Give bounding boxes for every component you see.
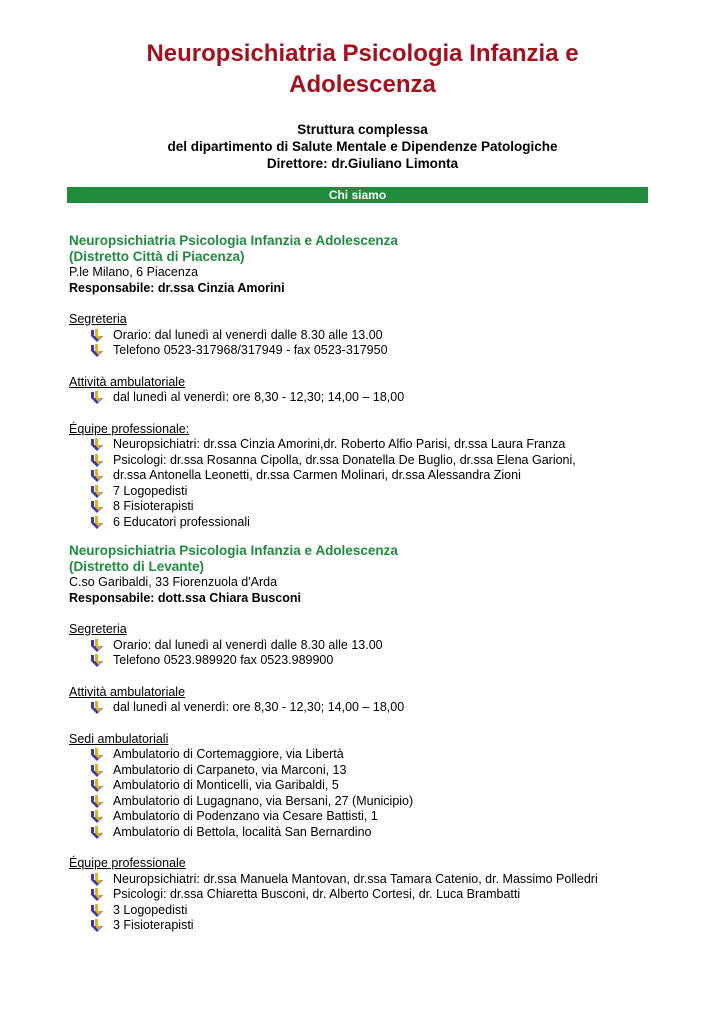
- page-title: [60, 38, 665, 100]
- list-item-text: 3 Fisioterapisti: [113, 918, 194, 932]
- list-item-text: Neuropsichiatri: dr.ssa Manuela Mantovan, dr.ssa Tamara Catenio, dr. Massimo Polledri: [113, 871, 598, 886]
- segreteria-label: Segreteria: [69, 622, 127, 636]
- subtitle-line1: Struttura complessa: [297, 122, 428, 137]
- segreteria-label: Segreteria: [69, 312, 127, 326]
- arrow-down-bullet-icon: [90, 469, 104, 483]
- list-item: [90, 918, 659, 934]
- section-levante: [69, 543, 659, 934]
- list-item-text: Telefono 0523.989920 fax 0523.989900: [113, 653, 334, 667]
- arrow-down-bullet-icon: [90, 810, 104, 824]
- arrow-down-bullet-icon: [90, 764, 104, 778]
- sedi-list: [69, 747, 659, 840]
- list-item-text: Ambulatorio di Cortemaggiore, via Libertà: [113, 747, 344, 761]
- arrow-down-bullet-icon: [90, 516, 104, 530]
- list-item-text: 3 Logopedisti: [113, 902, 188, 917]
- arrow-down-bullet-icon: [90, 500, 104, 514]
- list-item-text: Ambulatorio di Lugagnano, via Bersani, 27 (Municipio): [113, 793, 414, 808]
- page-title-line1: Neuropsichiatria Psicologia Infanzia e: [146, 40, 579, 67]
- list-item-text: Orario: dal lunedì al venerdì dalle 8.30 alle 13.00: [113, 327, 383, 342]
- list-item: [90, 437, 659, 453]
- list-item-text: Orario: dal lunedì al venerdì dalle 8.30 alle 13.00: [113, 637, 383, 652]
- equipe-list: [69, 437, 659, 530]
- section-subtitle: (Distretto di Levante): [69, 559, 205, 574]
- list-item: [90, 887, 659, 903]
- list-item: [90, 328, 659, 344]
- section-title: Neuropsichiatria Psicologia Infanzia e Adolescenza: [69, 543, 398, 558]
- equipe-list: [69, 872, 659, 934]
- list-item: [90, 700, 659, 716]
- list-item: [90, 343, 659, 359]
- arrow-down-bullet-icon: [90, 748, 104, 762]
- list-item: [90, 468, 659, 484]
- list-item-text: dal lunedì al venerdì: ore 8,30 - 12,30; 14,00 – 18,00: [113, 390, 405, 404]
- list-item: [90, 653, 659, 669]
- attivita-label: Attività ambulatoriale: [69, 374, 186, 389]
- list-item-text: Telefono 0523-317968/317949 - fax 0523-317950: [113, 343, 388, 357]
- section-piacenza: [69, 233, 659, 530]
- segreteria-list: [69, 638, 659, 669]
- list-item: [90, 794, 659, 810]
- arrow-down-bullet-icon: [90, 888, 104, 902]
- list-item: [90, 778, 659, 794]
- attivita-list: [69, 390, 659, 406]
- arrow-down-bullet-icon: [90, 919, 104, 933]
- list-item: [90, 499, 659, 515]
- list-item-text: Psicologi: dr.ssa Rosanna Cipolla, dr.ssa Donatella De Buglio, dr.ssa Elena Garioni,: [113, 452, 576, 467]
- address: C.so Garibaldi, 33 Fiorenzuola d'Arda: [69, 575, 278, 589]
- arrow-down-bullet-icon: [90, 654, 104, 668]
- responsible: Responsabile: dr.ssa Cinzia Amorini: [69, 280, 285, 295]
- arrow-down-bullet-icon: [90, 485, 104, 499]
- list-item: [90, 809, 659, 825]
- address: P.le Milano, 6 Piacenza: [69, 265, 199, 279]
- subtitle-block: [60, 121, 665, 172]
- list-item-text: Ambulatorio di Bettola, località San Bernardino: [113, 824, 372, 839]
- arrow-down-bullet-icon: [90, 454, 104, 468]
- list-item-text: Ambulatorio di Carpaneto, via Marconi, 13: [113, 762, 347, 777]
- arrow-down-bullet-icon: [90, 779, 104, 793]
- list-item-text: 7 Logopedisti: [113, 483, 188, 498]
- sedi-label: Sedi ambulatoriali: [69, 731, 169, 746]
- list-item: [90, 515, 659, 531]
- arrow-down-bullet-icon: [90, 795, 104, 809]
- section-title: Neuropsichiatria Psicologia Infanzia e Adolescenza: [69, 233, 398, 248]
- list-item: [90, 872, 659, 888]
- list-item: [90, 903, 659, 919]
- list-item-text: 8 Fisioterapisti: [113, 499, 194, 513]
- list-item-text: 6 Educatori professionali: [113, 514, 250, 529]
- arrow-down-bullet-icon: [90, 639, 104, 653]
- list-item: [90, 484, 659, 500]
- arrow-down-bullet-icon: [90, 344, 104, 358]
- arrow-down-bullet-icon: [90, 701, 104, 715]
- arrow-down-bullet-icon: [90, 904, 104, 918]
- arrow-down-bullet-icon: [90, 873, 104, 887]
- subtitle-line2: del dipartimento di Salute Mentale e Dipendenze Patologiche: [167, 139, 558, 154]
- list-item-text: dr.ssa Antonella Leonetti, dr.ssa Carmen Molinari, dr.ssa Alessandra Zioni: [113, 468, 521, 482]
- arrow-down-bullet-icon: [90, 329, 104, 343]
- arrow-down-bullet-icon: [90, 391, 104, 405]
- list-item: [90, 390, 659, 406]
- section-bar-chi-siamo: Chi siamo: [67, 187, 648, 203]
- attivita-list: [69, 700, 659, 716]
- attivita-label: Attività ambulatoriale: [69, 684, 186, 699]
- list-item: [90, 763, 659, 779]
- subtitle-line3: Direttore: dr.Giuliano Limonta: [266, 156, 459, 171]
- section-subtitle: (Distretto Città di Piacenza): [69, 249, 245, 264]
- equipe-label: Équipe professionale:: [69, 421, 190, 436]
- responsible: Responsabile: dott.ssa Chiara Busconi: [69, 590, 301, 605]
- list-item-text: Ambulatorio di Monticelli, via Garibaldi, 5: [113, 778, 339, 792]
- list-item: [90, 825, 659, 841]
- list-item: [90, 638, 659, 654]
- list-item-text: Psicologi: dr.ssa Chiaretta Busconi, dr. Alberto Cortesi, dr. Luca Brambatti: [113, 887, 521, 901]
- segreteria-list: [69, 328, 659, 359]
- list-item-text: dal lunedì al venerdì: ore 8,30 - 12,30; 14,00 – 18,00: [113, 700, 405, 714]
- list-item-text: Neuropsichiatri: dr.ssa Cinzia Amorini,dr. Roberto Alfio Parisi, dr.ssa Laura Franza: [113, 437, 566, 451]
- arrow-down-bullet-icon: [90, 826, 104, 840]
- list-item: [90, 453, 659, 469]
- page-title-line2: Adolescenza: [289, 71, 436, 98]
- list-item: [90, 747, 659, 763]
- list-item-text: Ambulatorio di Podenzano via Cesare Battisti, 1: [113, 809, 378, 823]
- arrow-down-bullet-icon: [90, 438, 104, 452]
- equipe-label: Équipe professionale: [69, 856, 186, 870]
